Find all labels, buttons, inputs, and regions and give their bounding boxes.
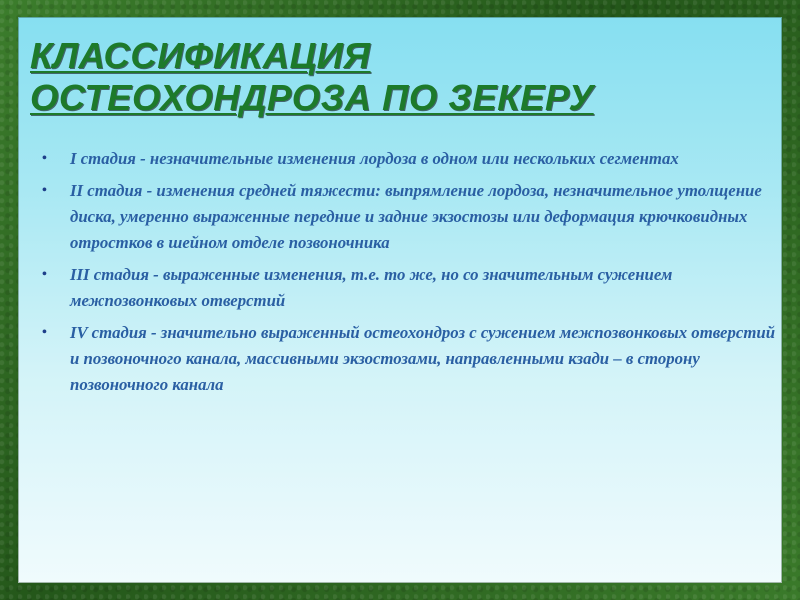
bullet-item-stage-4	[40, 320, 780, 398]
bullet-item-stage-2	[40, 178, 780, 256]
bullet-text: II стадия - изменения средней тяжести: выпрямление лордоза, незначительное утолщение диска, умеренно выраженные передние и задние экзостозы или деформация крючковидных отростков в шейном отделе позвоночника	[70, 181, 762, 252]
bullet-text: I стадия - незначительные изменения лордоза в одном или нескольких сегментах	[70, 149, 679, 168]
bullet-list	[40, 146, 780, 404]
bullet-item-stage-1	[40, 146, 780, 172]
bullet-text: III стадия - выраженные изменения, т.е. то же, но со значительным сужением межпозвонковых отверстий	[70, 265, 673, 310]
bullet-dot-icon: •	[42, 183, 47, 198]
bullet-dot-icon: •	[42, 267, 47, 282]
bullet-dot-icon: •	[42, 325, 47, 340]
bullet-text: IV стадия - значительно выраженный остеохондроз с сужением межпозвонковых отверстий и позвоночного канала, массивными экзостозами, направленными кзади – в сторону позвоночного канала	[70, 323, 776, 394]
slide-title	[30, 35, 594, 119]
slide-title-line-2: ОСТЕОХОНДРОЗА ПО ЗЕКЕРУ	[30, 77, 594, 118]
bullet-dot-icon: •	[42, 151, 47, 166]
slide-title-line-1: КЛАССИФИКАЦИЯ	[30, 35, 371, 76]
slide-canvas	[18, 17, 782, 583]
bullet-item-stage-3	[40, 262, 780, 314]
